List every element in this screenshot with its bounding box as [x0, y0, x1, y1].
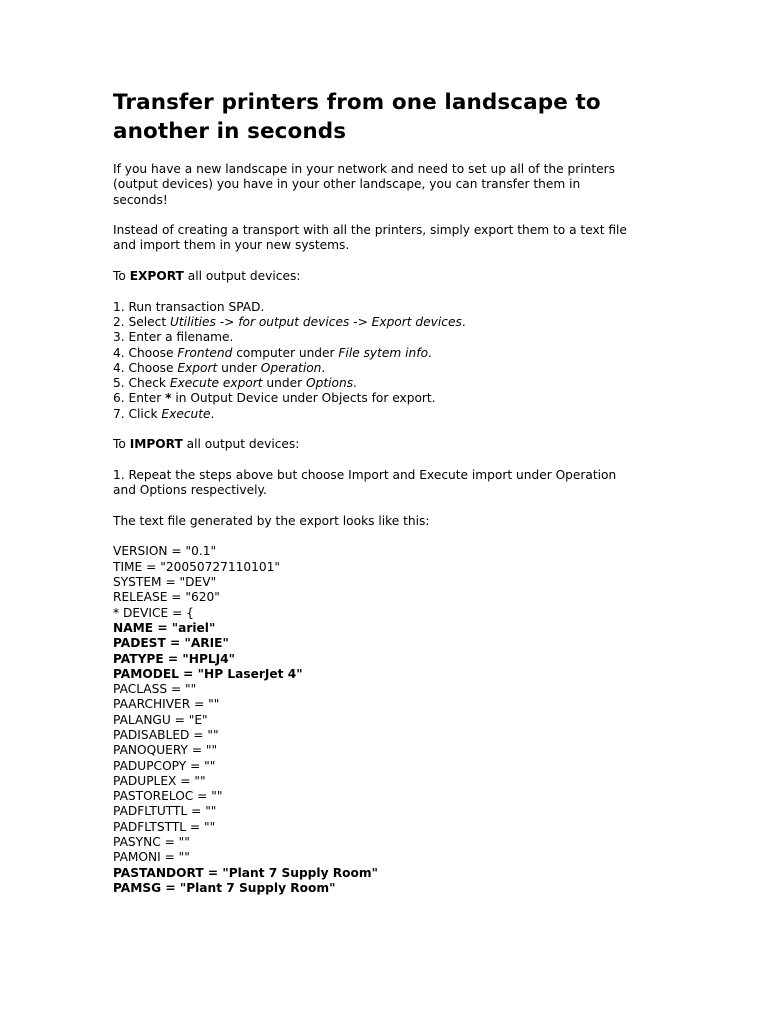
import-step-line-2: and Options respectively.: [113, 483, 267, 498]
export-heading-post: all output devices:: [183, 269, 301, 284]
file-line: PASYNC = "": [113, 835, 190, 850]
file-line: PADISABLED = "": [113, 727, 219, 742]
file-line: PAARCHIVER = "": [113, 697, 220, 712]
file-line-bold: NAME = "ariel": [113, 620, 216, 635]
import-keyword: IMPORT: [129, 437, 183, 452]
option-options: Options: [306, 376, 354, 391]
file-line: RELEASE = "620": [113, 590, 220, 605]
instead-line-1: Instead of creating a transport with all the printers, simply export them to a text file: [113, 223, 627, 238]
title-line-1: Transfer printers from one landscape to: [113, 90, 601, 115]
instead-paragraph: [113, 223, 673, 254]
file-line-bold: PASTANDORT = "Plant 7 Supply Room": [113, 865, 378, 880]
file-line-bold: PATYPE = "HPLJ4": [113, 651, 236, 666]
import-heading: [113, 437, 673, 452]
file-line: * DEVICE = {: [113, 605, 194, 620]
file-line: PADUPCOPY = "": [113, 758, 216, 773]
file-line: PACLASS = "": [113, 682, 197, 697]
export-step-7: 6. Enter * in Output Device under Objects for export.: [113, 391, 436, 406]
export-heading: [113, 269, 673, 284]
document-page: [113, 88, 673, 896]
option-execute-export: Execute export: [169, 376, 263, 391]
title-line-2: another in seconds: [113, 119, 347, 144]
file-line-bold: PAMODEL = "HP LaserJet 4": [113, 666, 303, 681]
export-step-3: 3. Enter a filename.: [113, 330, 234, 345]
export-step-6: 5. Check Execute export under Options.: [113, 376, 357, 391]
file-line: PADUPLEX = "": [113, 773, 206, 788]
file-line: PAMONI = "": [113, 850, 190, 865]
file-line: SYSTEM = "DEV": [113, 575, 217, 590]
file-line: PADFLTSTTL = "": [113, 819, 216, 834]
export-steps-list: [113, 300, 673, 422]
import-heading-post: all output devices:: [182, 437, 300, 452]
export-heading-pre: To: [113, 269, 130, 284]
option-execute: Execute: [161, 406, 211, 421]
import-heading-pre: To: [113, 437, 130, 452]
file-intro: The text file generated by the export looks like this:: [113, 513, 430, 528]
file-line: VERSION = "0.1": [113, 544, 217, 559]
option-operation: Operation: [260, 360, 322, 375]
file-line-bold: PADEST = "ARIE": [113, 636, 229, 651]
export-step-8: 7. Click Execute.: [113, 406, 215, 421]
export-step-5: 4. Choose Export under Operation.: [113, 360, 326, 375]
option-file-system-info: File sytem info: [338, 345, 429, 360]
intro-paragraph: [113, 162, 673, 208]
file-line: PASTORELOC = "": [113, 789, 223, 804]
import-steps: [113, 468, 673, 499]
export-keyword: EXPORT: [129, 269, 184, 284]
export-step-1: 1. Run transaction SPAD.: [113, 299, 265, 314]
import-step-line-1: 1. Repeat the steps above but choose Import and Execute import under Operation: [113, 467, 617, 482]
option-export: Export: [177, 360, 218, 375]
file-line: PALANGU = "E": [113, 712, 208, 727]
intro-line-3: seconds!: [113, 192, 168, 207]
wildcard-asterisk: *: [165, 391, 172, 406]
export-step-2: 2. Select Utilities -> for output devices -> Export devices.: [113, 314, 466, 329]
option-frontend: Frontend: [177, 345, 233, 360]
file-line: TIME = "20050727110101": [113, 559, 280, 574]
export-step-4: 4. Choose Frontend computer under File sytem info.: [113, 345, 432, 360]
file-line: PANOQUERY = "": [113, 743, 218, 758]
document-title: [113, 88, 673, 146]
menu-path: Utilities -> for output devices -> Export devices: [169, 314, 462, 329]
file-line-bold: PAMSG = "Plant 7 Supply Room": [113, 880, 336, 895]
intro-line-2: (output devices) you have in your other landscape, you can transfer them in: [113, 177, 581, 192]
document-body: [113, 162, 673, 896]
instead-line-2: and import them in your new systems.: [113, 238, 350, 253]
export-file-listing: [113, 544, 673, 896]
intro-line-1: If you have a new landscape in your network and need to set up all of the printers: [113, 162, 615, 176]
file-line: PADFLTUTTL = "": [113, 804, 217, 819]
